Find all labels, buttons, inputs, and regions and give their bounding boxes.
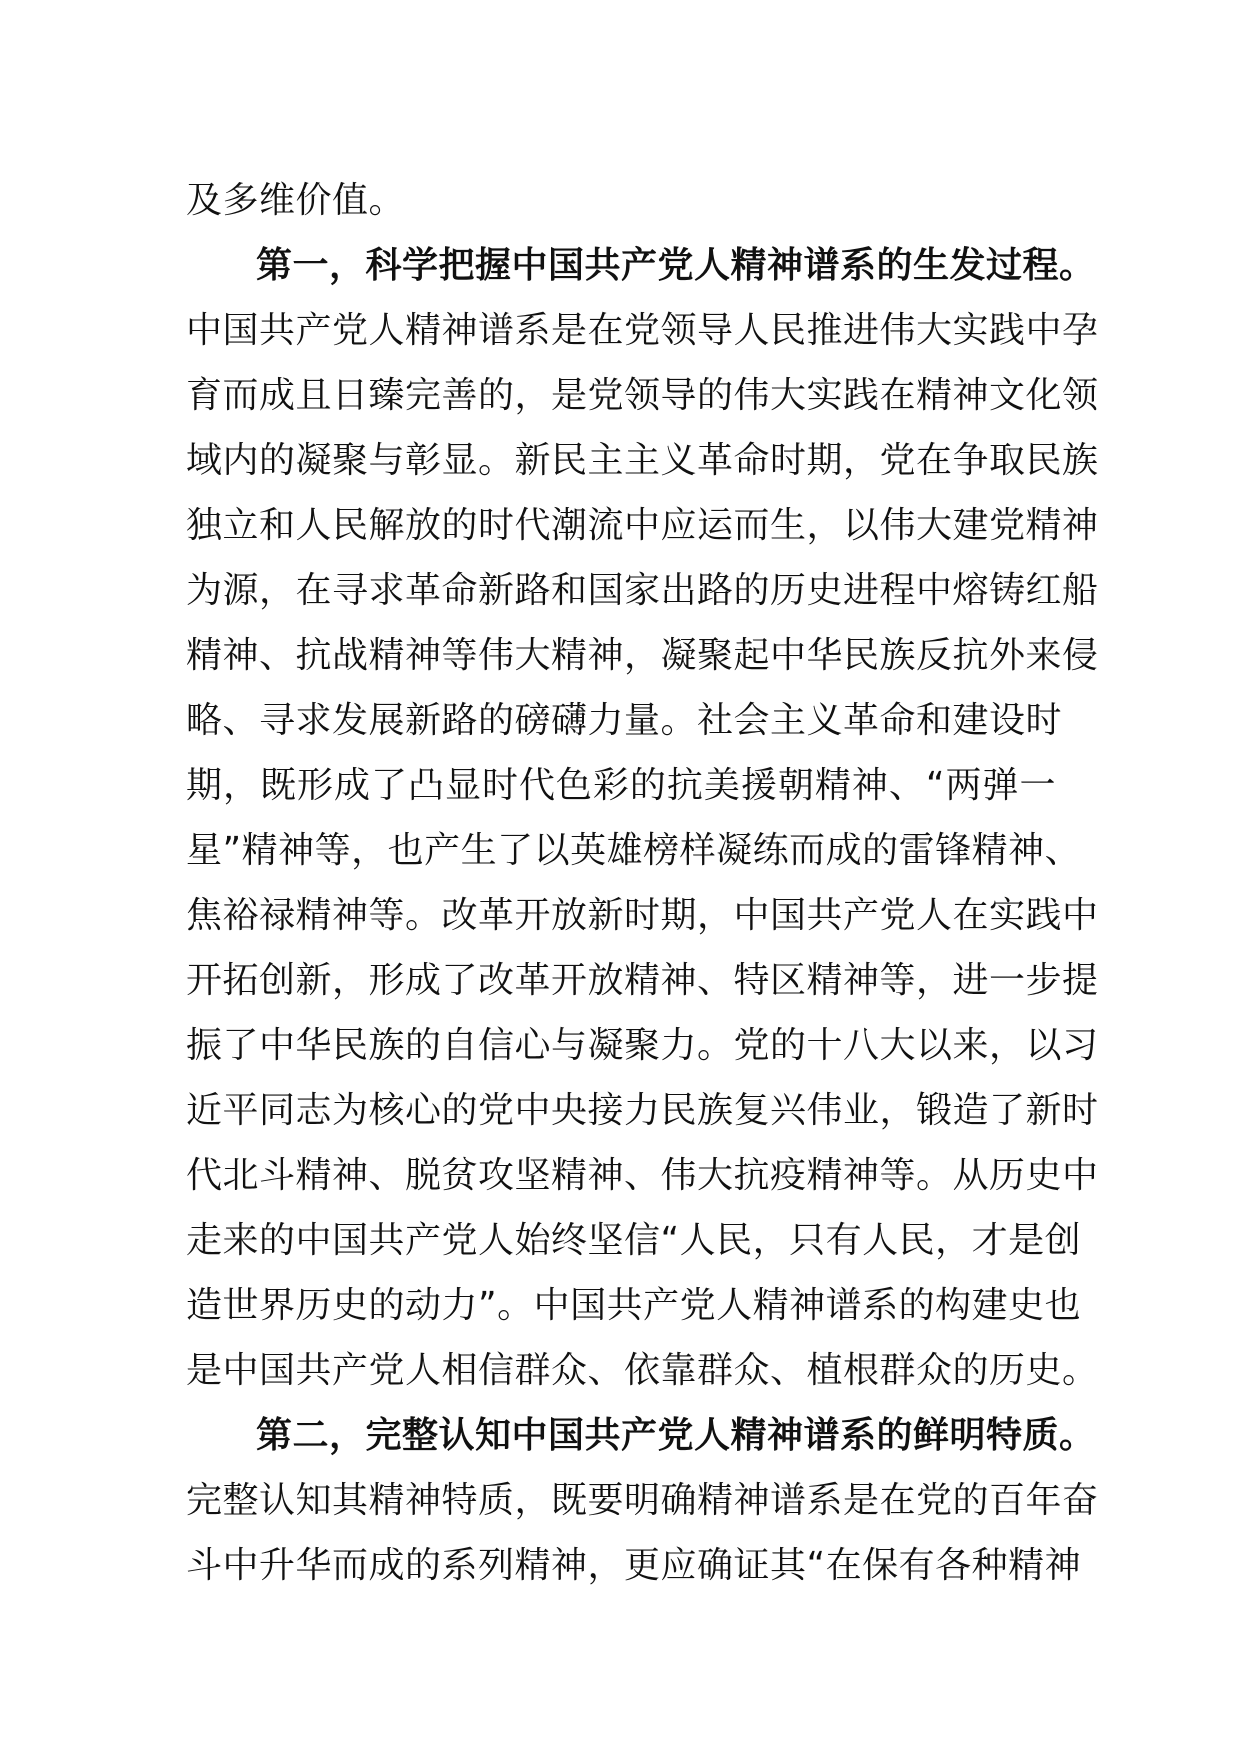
text-line: 斗中升华而成的系列精神，更应确证其“在保有各种精神 bbox=[186, 1545, 1082, 1586]
text-line: 域内的凝聚与彰显。新民主主义革命时期，党在争取民族 bbox=[186, 440, 1099, 481]
text-line: 略、寻求发展新路的磅礴力量。社会主义革命和建设时 bbox=[186, 700, 1063, 741]
text-line: 中国共产党人精神谱系是在党领导人民推进伟大实践中孕 bbox=[186, 310, 1099, 351]
text-line: 振了中华民族的自信心与凝聚力。党的十八大以来，以习 bbox=[186, 1025, 1099, 1066]
text-line: 代北斗精神、脱贫攻坚精神、伟大抗疫精神等。从历史中 bbox=[186, 1155, 1099, 1196]
text-line: 近平同志为核心的党中央接力民族复兴伟业，锻造了新时 bbox=[186, 1090, 1099, 1131]
text-line: 及多维价值。 bbox=[186, 180, 406, 221]
text-line: 是中国共产党人相信群众、依靠群众、植根群众的历史。 bbox=[186, 1350, 1099, 1391]
body-text bbox=[186, 168, 1099, 1598]
text-line: 造世界历史的动力”。中国共产党人精神谱系的构建史也 bbox=[186, 1285, 1082, 1326]
text-line: 为源，在寻求革命新路和国家出路的历史进程中熔铸红船 bbox=[186, 570, 1099, 611]
text-line: 走来的中国共产党人始终坚信“人民，只有人民，才是创 bbox=[186, 1220, 1082, 1261]
section-heading-1: 第一，科学把握中国共产党人精神谱系的生发过程。 bbox=[256, 245, 1096, 286]
section-heading-2: 第二，完整认知中国共产党人精神谱系的鲜明特质。 bbox=[256, 1415, 1096, 1456]
text-line: 独立和人民解放的时代潮流中应运而生，以伟大建党精神 bbox=[186, 505, 1099, 546]
text-line: 精神、抗战精神等伟大精神，凝聚起中华民族反抗外来侵 bbox=[186, 635, 1099, 676]
text-line: 开拓创新，形成了改革开放精神、特区精神等，进一步提 bbox=[186, 960, 1099, 1001]
text-line: 期，既形成了凸显时代色彩的抗美援朝精神、“两弹一 bbox=[186, 765, 1056, 806]
text-line: 育而成且日臻完善的，是党领导的伟大实践在精神文化领 bbox=[186, 375, 1099, 416]
text-line: 焦裕禄精神等。改革开放新时期，中国共产党人在实践中 bbox=[186, 895, 1099, 936]
text-line: 完整认知其精神特质，既要明确精神谱系是在党的百年奋 bbox=[186, 1480, 1099, 1521]
text-line: 星”精神等，也产生了以英雄榜样凝练而成的雷锋精神、 bbox=[186, 830, 1082, 871]
